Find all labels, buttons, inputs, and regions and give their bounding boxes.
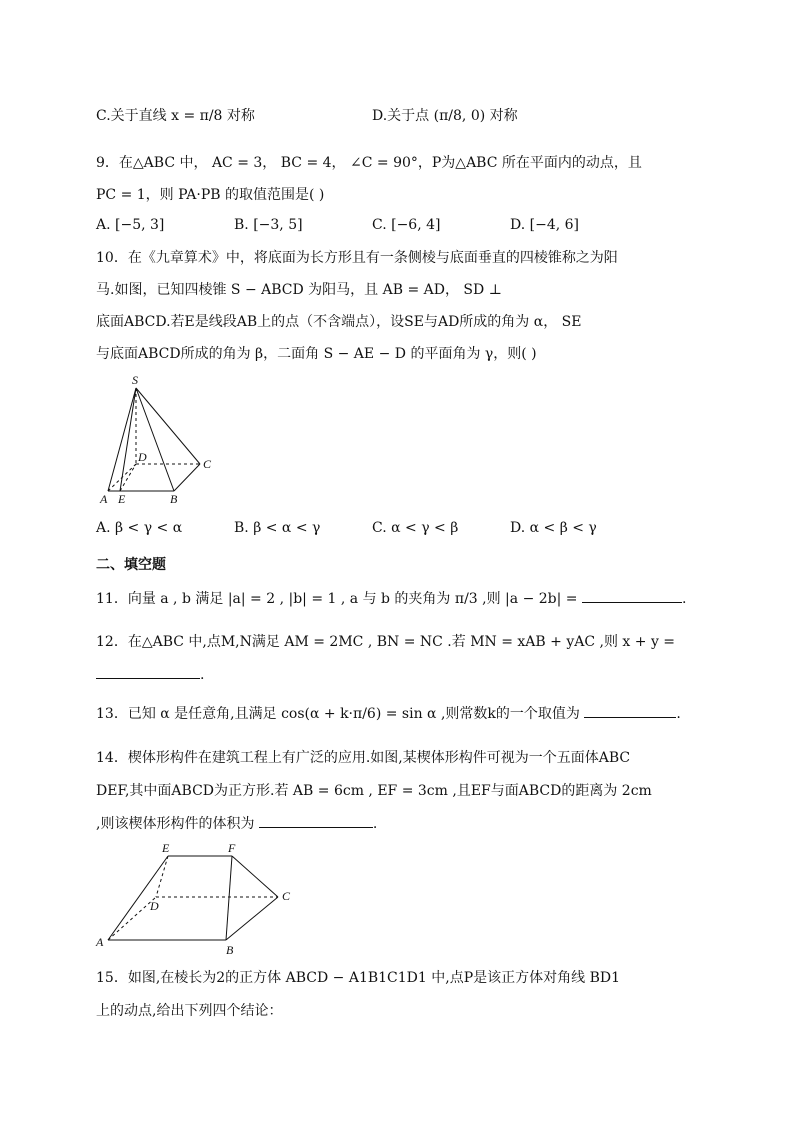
q9-option-b: B. [−3, 5] bbox=[234, 217, 303, 233]
q9-line-1: 9．在△ABC 中， AC = 3， BC = 4， ∠C = 90°，P为△ABC 所在平面内的动点，且 bbox=[96, 155, 642, 171]
q9-option-d: D. [−4, 6] bbox=[510, 217, 579, 233]
label-a: A bbox=[100, 492, 108, 506]
label-b: B bbox=[170, 492, 178, 506]
q10-option-b: B. β < α < γ bbox=[234, 520, 321, 536]
label-d: D bbox=[138, 450, 147, 464]
label-f: F bbox=[228, 841, 236, 855]
q11-answer-blank[interactable] bbox=[582, 588, 682, 603]
q13-text: 13．已知 α 是任意角,且满足 cos(α + k·π/6) = sin α ,则常数k的一个取值为 bbox=[96, 706, 580, 722]
q8-option-c: C.关于直线 x = π/8 对称 bbox=[96, 108, 255, 124]
q10-line-3: 底面ABCD.若E是线段AB上的点（不含端点），设SE与AD所成的角为 α， SE bbox=[96, 314, 582, 330]
q10-line-1: 10．在《九章算术》中，将底面为长方形且有一条侧棱与底面垂直的四棱锥称之为阳 bbox=[96, 250, 618, 266]
label-a: A bbox=[96, 935, 104, 949]
q10-option-c: C. α < γ < β bbox=[372, 520, 459, 536]
q12-line-2: . bbox=[96, 664, 204, 685]
q9-option-a: A. [−5, 3] bbox=[96, 217, 165, 233]
q15-line-1: 15．如图,在棱长为2的正方体 ABCD − A1B1C1D1 中,点P是该正方体对角线 BD1 bbox=[96, 970, 621, 986]
q9-option-c: C. [−6, 4] bbox=[372, 217, 441, 233]
q14-text-3: ,则该楔体形构件的体积为 bbox=[96, 816, 255, 832]
q10-option-d: D. α < β < γ bbox=[510, 520, 597, 536]
q13-line: 13．已知 α 是任意角,且满足 cos(α + k·π/6) = sin α ,则常数k的一个取值为 . bbox=[96, 703, 681, 724]
q10-line-2: 马.如图，已知四棱锥 S − ABCD 为阳马，且 AB = AD， SD ⊥ bbox=[96, 282, 502, 298]
section-heading: 二、填空题 bbox=[96, 557, 166, 573]
label-c: C bbox=[282, 889, 291, 903]
q14-wedge-figure bbox=[94, 838, 304, 958]
label-e: E bbox=[162, 841, 170, 855]
label-c: C bbox=[203, 457, 212, 471]
label-e: E bbox=[118, 492, 126, 506]
label-b: B bbox=[226, 943, 234, 957]
q14-line-2: DEF,其中面ABCD为正方形.若 AB = 6cm , EF = 3cm ,且EF与面ABCD的距离为 2cm bbox=[96, 783, 652, 799]
q13-answer-blank[interactable] bbox=[584, 703, 676, 718]
q15-line-2: 上的动点,给出下列四个结论： bbox=[96, 1003, 283, 1019]
q12-answer-blank[interactable] bbox=[96, 664, 200, 679]
q10-pyramid-figure bbox=[96, 374, 226, 506]
q10-option-a: A. β < γ < α bbox=[96, 520, 183, 536]
q11-line: 11．向量 a , b 满足 |a| = 2 , |b| = 1 , a 与 b 的夹角为 π/3 ,则 |a − 2b| = . bbox=[96, 588, 686, 609]
q12-line-1: 12．在△ABC 中,点M,N满足 AM = 2MC , BN = NC .若 MN = xAB + yAC ,则 x + y = bbox=[96, 634, 676, 650]
q14-answer-blank[interactable] bbox=[259, 813, 373, 828]
label-s: S bbox=[132, 374, 138, 387]
q8-option-d: D.关于点 (π/8, 0) 对称 bbox=[372, 108, 518, 124]
q14-line-3: ,则该楔体形构件的体积为 . bbox=[96, 813, 377, 834]
q11-text: 11．向量 a , b 满足 |a| = 2 , |b| = 1 , a 与 b 的夹角为 π/3 ,则 |a − 2b| = bbox=[96, 591, 578, 607]
label-d: D bbox=[150, 899, 159, 913]
q10-line-4: 与底面ABCD所成的角为 β，二面角 S − AE − D 的平面角为 γ，则( ) bbox=[96, 346, 537, 362]
q9-line-2: PC = 1，则 PA·PB 的取值范围是( ) bbox=[96, 187, 325, 203]
q14-line-1: 14．楔体形构件在建筑工程上有广泛的应用.如图,某楔体形构件可视为一个五面体ABC bbox=[96, 750, 631, 766]
